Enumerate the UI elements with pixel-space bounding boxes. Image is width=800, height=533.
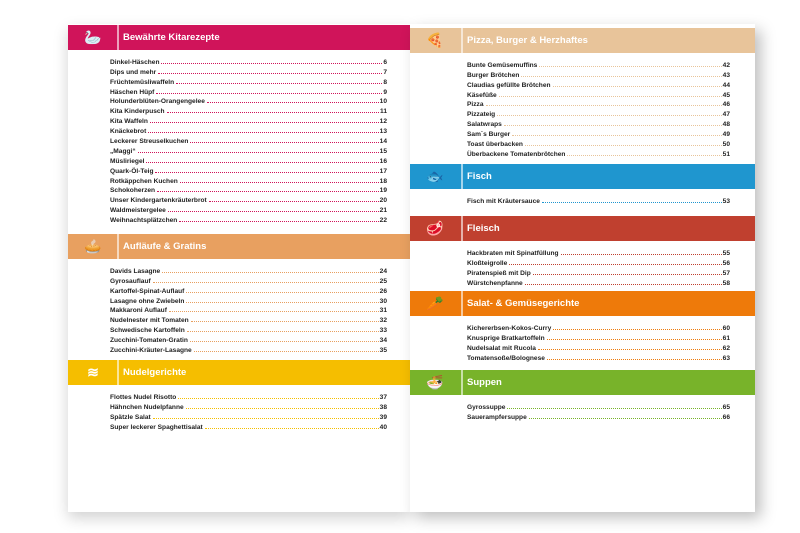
entry-page: 24	[379, 267, 387, 275]
entry-page: 38	[379, 403, 387, 411]
entry-page: 55	[722, 249, 730, 257]
toc-entry[interactable]	[110, 214, 387, 224]
toc-entry[interactable]	[110, 391, 387, 401]
toc-entry[interactable]	[110, 314, 387, 324]
dot-leader	[157, 191, 379, 192]
dot-leader	[553, 86, 722, 87]
entry-list	[68, 385, 410, 431]
entry-page: 9	[383, 88, 387, 96]
toc-entry[interactable]	[467, 108, 730, 118]
dot-leader	[521, 76, 721, 77]
entry-title: Claudias gefüllte Brötchen	[467, 81, 551, 89]
dot-leader	[138, 152, 379, 153]
dot-leader	[167, 112, 379, 113]
toc-entry[interactable]	[467, 352, 730, 362]
entry-title: Toast überbacken	[467, 141, 523, 149]
entry-page: 56	[722, 259, 730, 267]
entry-page: 33	[379, 327, 387, 335]
entry-page: 42	[722, 61, 730, 69]
entry-list	[410, 316, 755, 362]
entry-page: 61	[722, 334, 730, 342]
dot-leader	[525, 145, 722, 146]
dot-leader	[547, 359, 722, 360]
dot-leader	[499, 96, 722, 97]
dot-leader	[509, 264, 721, 265]
pizza-icon: 🍕	[426, 32, 444, 48]
section-title: Nudelgerichte	[123, 367, 187, 378]
entry-page: 32	[379, 317, 387, 325]
dot-leader	[146, 162, 378, 163]
entry-title: Lasagne ohne Zwiebeln	[110, 297, 185, 305]
toc-section	[410, 164, 755, 205]
toc-entry[interactable]	[467, 267, 730, 277]
toc-entry[interactable]	[467, 79, 730, 89]
entry-title: Hähnchen Nudelpfanne	[110, 403, 184, 411]
entry-title: Piratenspieß mit Dip	[467, 269, 531, 277]
entry-page: 21	[379, 207, 387, 215]
entry-title: Kita Waffeln	[110, 118, 148, 126]
entry-title: Rotkäppchen Kuchen	[110, 177, 178, 185]
toc-entry[interactable]	[110, 105, 387, 115]
header-divider	[461, 370, 463, 395]
section-header	[68, 234, 410, 259]
section-header	[410, 28, 755, 53]
dot-leader	[179, 221, 378, 222]
entry-page: 49	[722, 131, 730, 139]
dot-leader	[153, 418, 379, 419]
toc-entry[interactable]	[467, 277, 730, 287]
entry-title: Zucchini-Tomaten-Gratin	[110, 337, 188, 345]
entry-title: Nudelsalat mit Rucola	[467, 344, 536, 352]
toc-entry[interactable]	[110, 334, 387, 344]
entry-title: Davids Lasagne	[110, 267, 161, 275]
dot-leader	[169, 311, 379, 312]
toc-entry[interactable]	[467, 332, 730, 342]
dot-leader	[178, 398, 378, 399]
entry-title: Holunderblüten-Orangengelee	[110, 98, 205, 106]
toc-entry[interactable]	[110, 76, 387, 86]
toc-section	[410, 28, 755, 158]
dot-leader	[497, 115, 721, 116]
entry-title: Kichererbsen-Kokos-Curry	[467, 324, 552, 332]
dot-leader	[186, 292, 378, 293]
toc-section	[68, 234, 410, 354]
toc-entry[interactable]	[467, 195, 730, 205]
right-page	[410, 24, 755, 512]
entry-page: 17	[379, 167, 387, 175]
entry-page: 26	[379, 287, 387, 295]
entry-page: 44	[722, 81, 730, 89]
toc-entry[interactable]	[467, 59, 730, 69]
casserole-icon: 🥧	[84, 238, 102, 254]
section-title: Suppen	[467, 377, 502, 388]
entry-list	[68, 259, 410, 354]
entry-page: 62	[722, 344, 730, 352]
section-header	[410, 370, 755, 395]
section-title: Fleisch	[467, 223, 500, 234]
dot-leader	[504, 125, 722, 126]
entry-page: 51	[722, 150, 730, 158]
section-header	[68, 360, 410, 385]
toc-entry[interactable]	[467, 128, 730, 138]
toc-entry[interactable]	[467, 257, 730, 267]
toc-entry[interactable]	[467, 342, 730, 352]
entry-page: 37	[379, 393, 387, 401]
toc-entry[interactable]	[110, 66, 387, 76]
entry-title: Tomatensoße/Bolognese	[467, 354, 545, 362]
header-divider	[461, 28, 463, 53]
entry-page: 34	[379, 337, 387, 345]
entry-title: Würstchenpfanne	[467, 279, 523, 287]
section-header	[410, 164, 755, 189]
header-divider	[461, 291, 463, 316]
toc-entry[interactable]	[110, 324, 387, 334]
entry-page: 18	[379, 177, 387, 185]
entry-title: Überbackene Tomatenbrötchen	[467, 150, 566, 158]
dot-leader	[187, 331, 379, 332]
entry-title: Spätzle Salat	[110, 413, 151, 421]
entry-page: 25	[379, 277, 387, 285]
entry-page: 31	[379, 307, 387, 315]
dot-leader	[529, 418, 722, 419]
entry-page: 19	[379, 187, 387, 195]
entry-page: 40	[379, 423, 387, 431]
entry-title: Kita Kinderpusch	[110, 108, 165, 116]
entry-page: 60	[722, 324, 730, 332]
toc-entry[interactable]	[110, 421, 387, 431]
entry-page: 14	[379, 138, 387, 146]
entry-title: Knäckebrot	[110, 128, 147, 136]
entry-page: 39	[379, 413, 387, 421]
entry-title: Schwedische Kartoffeln	[110, 327, 185, 335]
entry-page: 65	[722, 403, 730, 411]
section-title: Bewährte Kitarezepte	[123, 32, 220, 43]
goose-icon: 🦢	[84, 29, 102, 45]
entry-title: Hackbraten mit Spinatfüllung	[467, 249, 559, 257]
entry-title: Super leckerer Spaghettisalat	[110, 423, 203, 431]
entry-title: Gyrossuppe	[467, 403, 506, 411]
entry-title: Makkaroni Auflauf	[110, 307, 167, 315]
entry-list	[410, 395, 755, 421]
toc-entry[interactable]	[467, 411, 730, 421]
toc-entry[interactable]	[110, 194, 387, 204]
header-divider	[117, 25, 119, 50]
toc-entry[interactable]	[110, 175, 387, 185]
entry-page: 50	[722, 141, 730, 149]
entry-list	[410, 53, 755, 158]
entry-title: Bunte Gemüsemuffins	[467, 61, 538, 69]
toc-entry[interactable]	[110, 411, 387, 421]
entry-title: Käsefüße	[467, 91, 497, 99]
soup-bowl-icon: 🍜	[426, 374, 444, 390]
entry-title: Müsliriegel	[110, 157, 145, 165]
section-title: Pizza, Burger & Herzhaftes	[467, 35, 588, 46]
entry-title: Gyrosauflauf	[110, 277, 151, 285]
entry-title: Schokoherzen	[110, 187, 156, 195]
fish-icon: 🐟	[426, 168, 444, 184]
entry-title: Kartoffel-Spinat-Auflauf	[110, 287, 185, 295]
entry-page: 35	[379, 347, 387, 355]
entry-page: 20	[379, 197, 387, 205]
dot-leader	[191, 321, 379, 322]
dot-leader	[512, 135, 721, 136]
toc-section	[410, 370, 755, 421]
entry-list	[68, 50, 410, 224]
dot-leader	[168, 211, 379, 212]
entry-title: Salatwraps	[467, 121, 502, 129]
toc-entry[interactable]	[110, 86, 387, 96]
toc-entry[interactable]	[110, 275, 387, 285]
toc-entry[interactable]	[467, 322, 730, 332]
entry-page: 43	[722, 71, 730, 79]
dot-leader	[190, 341, 379, 342]
toc-entry[interactable]	[467, 148, 730, 158]
dot-leader	[533, 274, 722, 275]
entry-page: 15	[379, 147, 387, 155]
header-divider	[117, 360, 119, 385]
toc-entry[interactable]	[110, 56, 387, 66]
dot-leader	[538, 349, 722, 350]
entry-title: Dinkel-Häschen	[110, 58, 160, 66]
toc-entry[interactable]	[110, 125, 387, 135]
toc-entry[interactable]	[110, 265, 387, 275]
toc-entry[interactable]	[110, 185, 387, 195]
entry-title: Knusprige Bratkartoffeln	[467, 334, 545, 342]
entry-title: Pizza	[467, 101, 484, 109]
entry-page: 10	[379, 98, 387, 106]
entry-page: 53	[722, 197, 730, 205]
dot-leader	[547, 339, 722, 340]
dot-leader	[148, 132, 378, 133]
toc-section	[68, 360, 410, 431]
toc-section	[410, 216, 755, 287]
dot-leader	[162, 272, 378, 273]
toc-entry[interactable]	[467, 401, 730, 411]
dot-leader	[561, 254, 722, 255]
entry-title: Pizzateig	[467, 111, 496, 119]
toc-entry[interactable]	[110, 135, 387, 145]
left-page	[68, 24, 410, 512]
dot-leader	[194, 351, 379, 352]
carrot-icon: 🥕	[426, 295, 444, 311]
entry-title: Dips und mehr	[110, 68, 157, 76]
entry-page: 57	[722, 269, 730, 277]
entry-page: 13	[379, 128, 387, 136]
toc-entry[interactable]	[110, 145, 387, 155]
toc-entry[interactable]	[110, 96, 387, 106]
dot-leader	[155, 172, 378, 173]
dot-leader	[553, 329, 721, 330]
dot-leader	[525, 284, 722, 285]
entry-title: Früchtemüsliwaffeln	[110, 78, 175, 86]
dot-leader	[542, 202, 722, 203]
entry-page: 45	[722, 91, 730, 99]
dot-leader	[153, 282, 379, 283]
entry-title: Zucchini-Kräuter-Lasagne	[110, 347, 192, 355]
entry-page: 63	[722, 354, 730, 362]
dot-leader	[539, 66, 721, 67]
entry-title: Kloßteigrolle	[467, 259, 508, 267]
toc-section	[410, 291, 755, 362]
entry-title: Nudelnester mit Tomaten	[110, 317, 189, 325]
dot-leader	[180, 182, 379, 183]
entry-page: 66	[722, 413, 730, 421]
dot-leader	[486, 105, 722, 106]
dot-leader	[209, 201, 379, 202]
dot-leader	[567, 155, 721, 156]
toc-entry[interactable]	[110, 204, 387, 214]
toc-entry[interactable]	[110, 115, 387, 125]
toc-entry[interactable]	[110, 401, 387, 411]
header-divider	[117, 234, 119, 259]
toc-entry[interactable]	[467, 69, 730, 79]
section-title: Aufläufe & Gratins	[123, 241, 207, 252]
entry-list	[410, 189, 755, 205]
entry-title: Weihnachtsplätzchen	[110, 217, 178, 225]
entry-page: 7	[383, 68, 387, 76]
toc-section	[68, 25, 410, 224]
toc-entry[interactable]	[467, 99, 730, 109]
entry-title: Sam´s Burger	[467, 131, 511, 139]
entry-page: 46	[722, 101, 730, 109]
dot-leader	[507, 408, 721, 409]
section-title: Fisch	[467, 171, 492, 182]
toc-entry[interactable]	[110, 344, 387, 354]
dot-leader	[158, 73, 382, 74]
entry-page: 8	[383, 78, 387, 86]
dot-leader	[161, 63, 382, 64]
dot-leader	[205, 428, 379, 429]
entry-page: 12	[379, 118, 387, 126]
entry-title: Burger Brötchen	[467, 71, 520, 79]
toc-entry[interactable]	[110, 155, 387, 165]
toc-entry[interactable]	[110, 165, 387, 175]
section-title: Salat- & Gemüsegerichte	[467, 298, 580, 309]
pasta-icon: ≋	[87, 364, 99, 380]
header-divider	[461, 216, 463, 241]
entry-page: 30	[379, 297, 387, 305]
dot-leader	[150, 122, 379, 123]
toc-entry[interactable]	[467, 138, 730, 148]
entry-page: 22	[379, 217, 387, 225]
entry-page: 16	[379, 157, 387, 165]
entry-title: Flottes Nudel Risotto	[110, 393, 177, 401]
toc-entry[interactable]	[467, 89, 730, 99]
dot-leader	[190, 142, 378, 143]
entry-title: Leckerer Streuselkuchen	[110, 138, 189, 146]
entry-page: 47	[722, 111, 730, 119]
entry-title: Quark-Öl-Teig	[110, 167, 154, 175]
entry-title: Waldmeistergelee	[110, 207, 166, 215]
dot-leader	[156, 93, 382, 94]
entry-page: 11	[380, 108, 387, 116]
entry-page: 58	[722, 279, 730, 287]
entry-title: Unser Kindergartenkräuterbrot	[110, 197, 207, 205]
toc-entry[interactable]	[110, 305, 387, 315]
entry-page: 48	[722, 121, 730, 129]
dot-leader	[186, 302, 378, 303]
dot-leader	[176, 83, 382, 84]
section-header	[68, 25, 410, 50]
entry-list	[410, 241, 755, 287]
toc-entry[interactable]	[110, 285, 387, 295]
entry-page: 6	[383, 58, 387, 66]
entry-title: Sauerampfersuppe	[467, 413, 527, 421]
toc-entry[interactable]	[110, 295, 387, 305]
entry-title: Häschen Hüpf	[110, 88, 155, 96]
toc-entry[interactable]	[467, 247, 730, 257]
dot-leader	[207, 102, 379, 103]
entry-title: „Maggi“	[110, 147, 136, 155]
section-header	[410, 216, 755, 241]
header-divider	[461, 164, 463, 189]
steak-icon: 🥩	[426, 220, 444, 236]
section-header	[410, 291, 755, 316]
entry-title: Fisch mit Kräutersauce	[467, 197, 540, 205]
toc-entry[interactable]	[467, 118, 730, 128]
dot-leader	[186, 408, 379, 409]
